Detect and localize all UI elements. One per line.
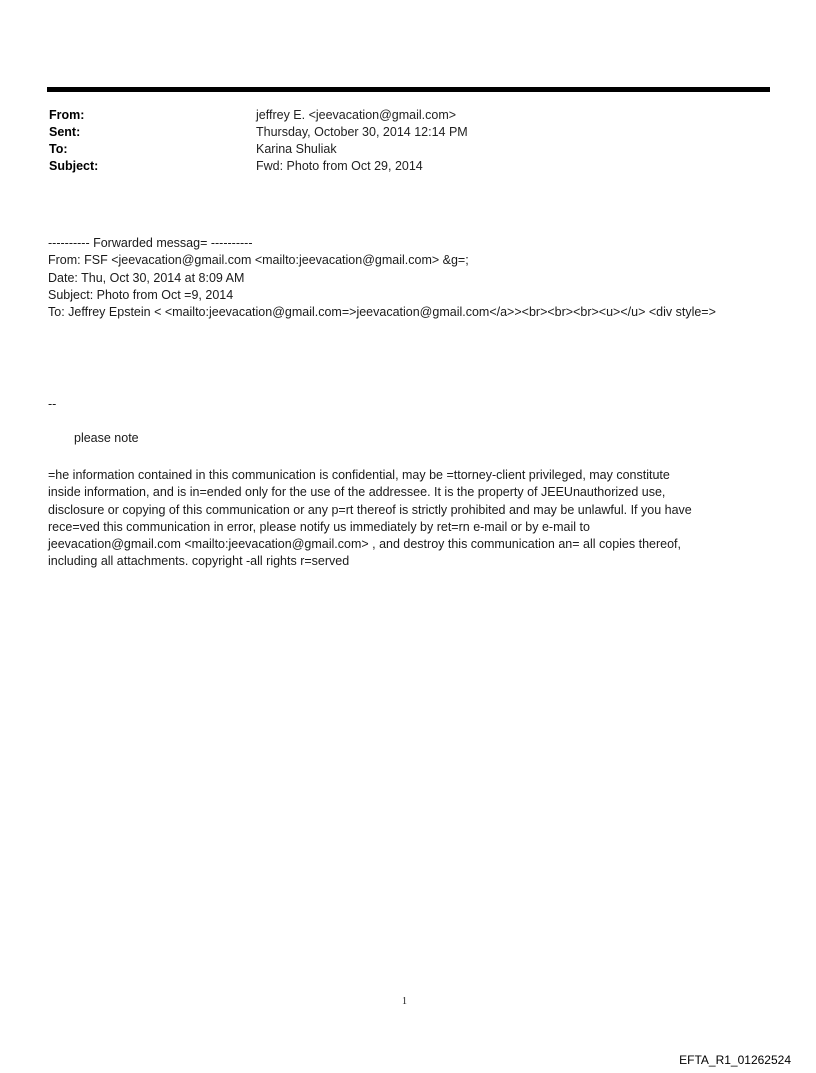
disclaimer-line: rece=ved this communication in error, please notify us immediately by ret=rn e-mail or by e-mail to [48,519,590,534]
from-label: From: [49,108,85,122]
forward-to-line: To: Jeffrey Epstein < <mailto:jeevacation@gmail.com=>jeevacation@gmail.com</a>><br><br><br><u></u> <div style=> [48,305,716,320]
signature-dash: -- [48,397,57,411]
to-row [49,141,468,158]
disclaimer-line: =he information contained in this communication is confidential, may be =ttorney-client privileged, may constitute [48,468,670,482]
to-label: To: [49,142,68,156]
from-row [49,107,468,124]
page-number: 1 [402,996,407,1007]
disclaimer-line: including all attachments. copyright -all rights r=served [48,554,350,569]
to-value: Karina Shuliak [256,142,337,156]
email-header [49,107,468,175]
forward-from-line: From: FSF <jeevacation@gmail.com <mailto:jeevacation@gmail.com> &g=; [48,253,469,268]
confidentiality-disclaimer [48,467,776,571]
document-id: EFTA_R1_01262524 [679,1053,791,1067]
disclaimer-line: jeevacation@gmail.com <mailto:jeevacation@gmail.com> , and destroy this communication an= all copies thereof, [48,537,681,552]
forward-subject-line: Subject: Photo from Oct =9, 2014 [48,287,234,302]
forwarded-message [48,235,716,321]
subject-label: Subject: [49,159,99,173]
subject-value: Fwd: Photo from Oct 29, 2014 [256,159,423,173]
from-value: jeffrey E. <jeevacation@gmail.com> [256,108,457,122]
disclaimer-line: inside information, and is in=ended only for the use of the addressee. It is the property of JEEUnauthorized use, [48,485,666,500]
disclaimer-line: disclosure or copying of this communication or any p=rt thereof is strictly prohibited and may be unlawful. If you have [48,502,692,517]
sent-label: Sent: [49,125,81,139]
forward-date-line: Date: Thu, Oct 30, 2014 at 8:09 AM [48,270,245,285]
sent-row [49,124,468,141]
sent-value: Thursday, October 30, 2014 12:14 PM [256,125,468,139]
header-divider [47,87,770,92]
please-note: please note [74,431,139,445]
forward-separator: ---------- Forwarded messag= ---------- [48,236,253,250]
subject-row [49,158,468,175]
